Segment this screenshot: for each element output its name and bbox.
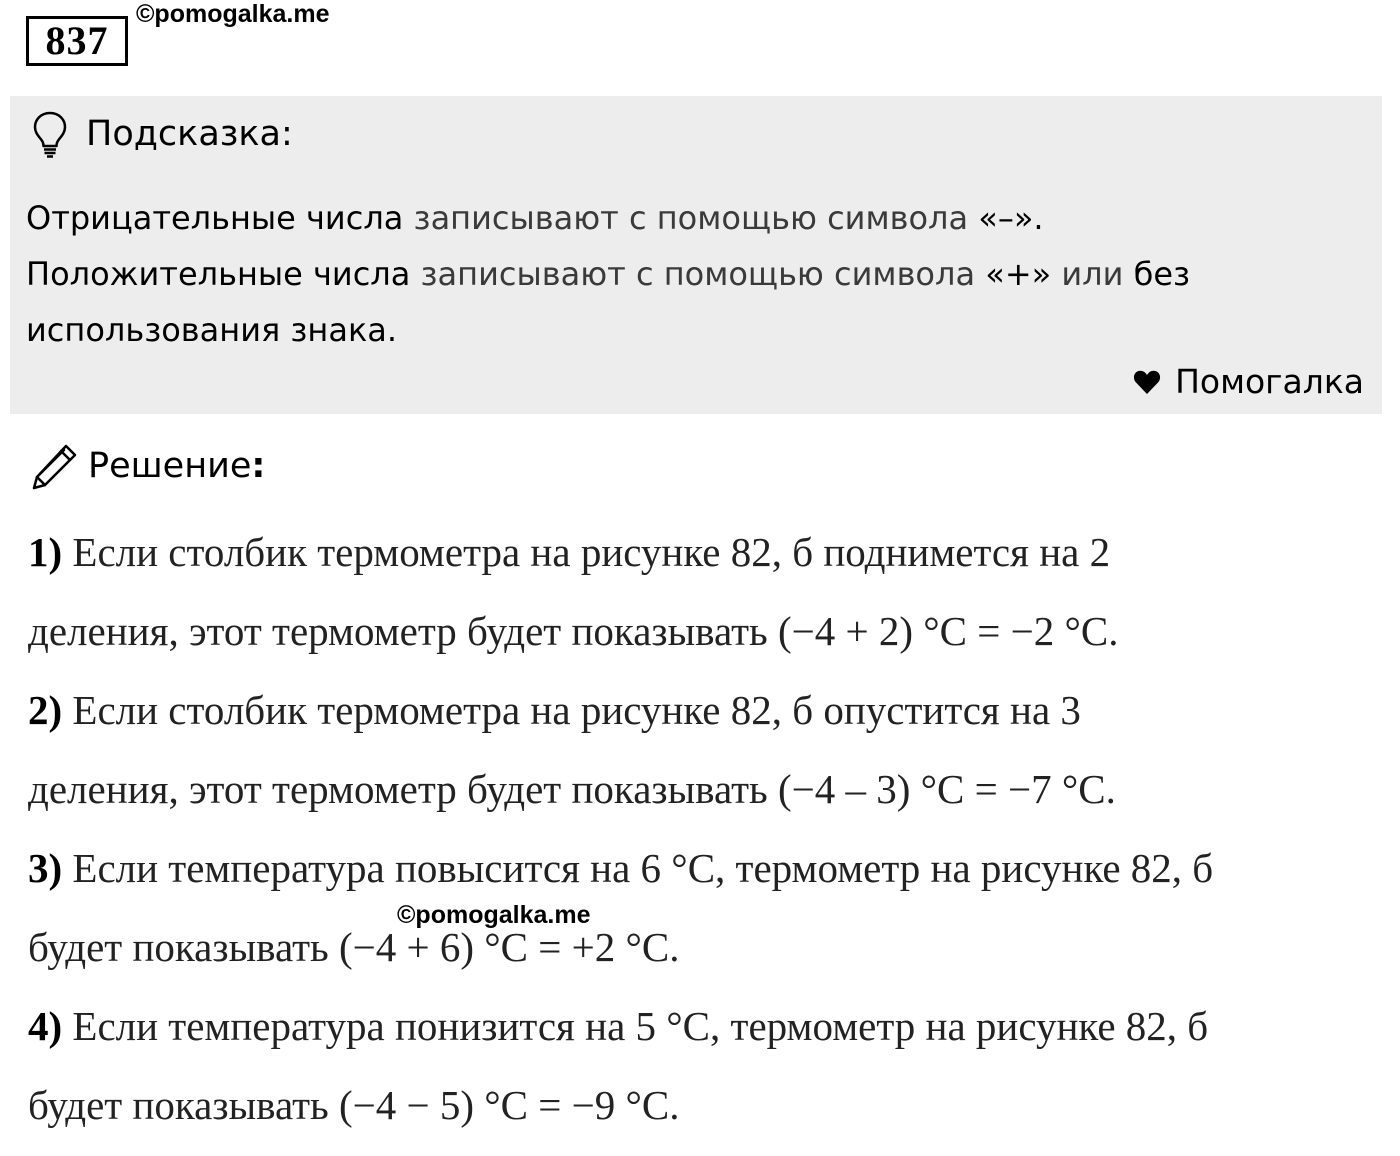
watermark-middle: ©pomogalka.me <box>397 901 591 929</box>
hint-period: . <box>1033 199 1044 237</box>
step-text: Если столбик термометра на рисунке 82, б поднимется на 2 <box>62 529 1111 575</box>
hint-text-fragment: записывают с помощью символа <box>403 199 979 237</box>
step-text: Если температура повысится на 6 °C, термометр на рисунке 82, б <box>62 845 1214 891</box>
hint-term-no-sign: без использования знака <box>26 255 1191 349</box>
hint-term-negative: Отрицательные числа <box>26 199 404 237</box>
hint-line-negative <box>26 190 1371 246</box>
step-number: 4) <box>28 1003 63 1049</box>
lightbulb-icon <box>32 110 68 158</box>
task-number: 837 <box>26 16 128 66</box>
hint-title: Подсказка: <box>86 114 293 154</box>
solution-step-2-line-2: деления, этот термометр будет показывать (−4 – 3) °C = −7 °C. <box>28 766 1116 812</box>
solution-step-3-line-1 <box>28 829 1378 908</box>
solution-step-1-line-1 <box>28 513 1378 592</box>
watermark-top: ©pomogalka.me <box>136 0 330 28</box>
solution-title <box>88 446 265 486</box>
solution-step-2-line-1 <box>28 671 1378 750</box>
hint-period: . <box>386 311 398 349</box>
step-text: Если температура понизится на 5 °C, термометр на рисунке 82, б <box>62 1003 1209 1049</box>
hint-text-fragment: записывают с помощью символа <box>410 255 986 293</box>
hint-symbol-plus: «+» <box>985 255 1052 293</box>
solution-header <box>30 440 265 492</box>
solution-step-1-line-2: деления, этот термометр будет показывать (−4 + 2) °C = −2 °C. <box>28 608 1119 654</box>
step-text: Если столбик термометра на рисунке 82, б опустится на 3 <box>62 687 1081 733</box>
step-number: 1) <box>28 529 63 575</box>
hint-symbol-minus: «–» <box>978 199 1034 237</box>
hint-term-positive: Положительные числа <box>26 255 411 293</box>
solution-body <box>28 513 1378 1145</box>
signature-text: Помогалка <box>1175 362 1364 401</box>
solution-title-colon: : <box>251 446 266 486</box>
hint-header <box>32 110 293 158</box>
hint-signature <box>1133 362 1364 401</box>
solution-title-text: Решение <box>88 446 252 486</box>
solution-step-4-line-2: будет показывать (−4 − 5) °C = −9 °C. <box>28 1082 680 1128</box>
hint-text <box>26 190 1371 358</box>
solution-step-4-line-1 <box>28 987 1378 1066</box>
step-number: 3) <box>28 845 63 891</box>
hint-box <box>10 96 1382 414</box>
solution-step-3-line-2: будет показывать (−4 + 6) °C = +2 °C. <box>28 924 680 970</box>
hint-line-positive <box>26 246 1371 358</box>
hint-text-fragment: или <box>1051 255 1134 293</box>
heart-icon <box>1133 369 1161 395</box>
pencil-icon <box>30 440 80 492</box>
step-number: 2) <box>28 687 63 733</box>
